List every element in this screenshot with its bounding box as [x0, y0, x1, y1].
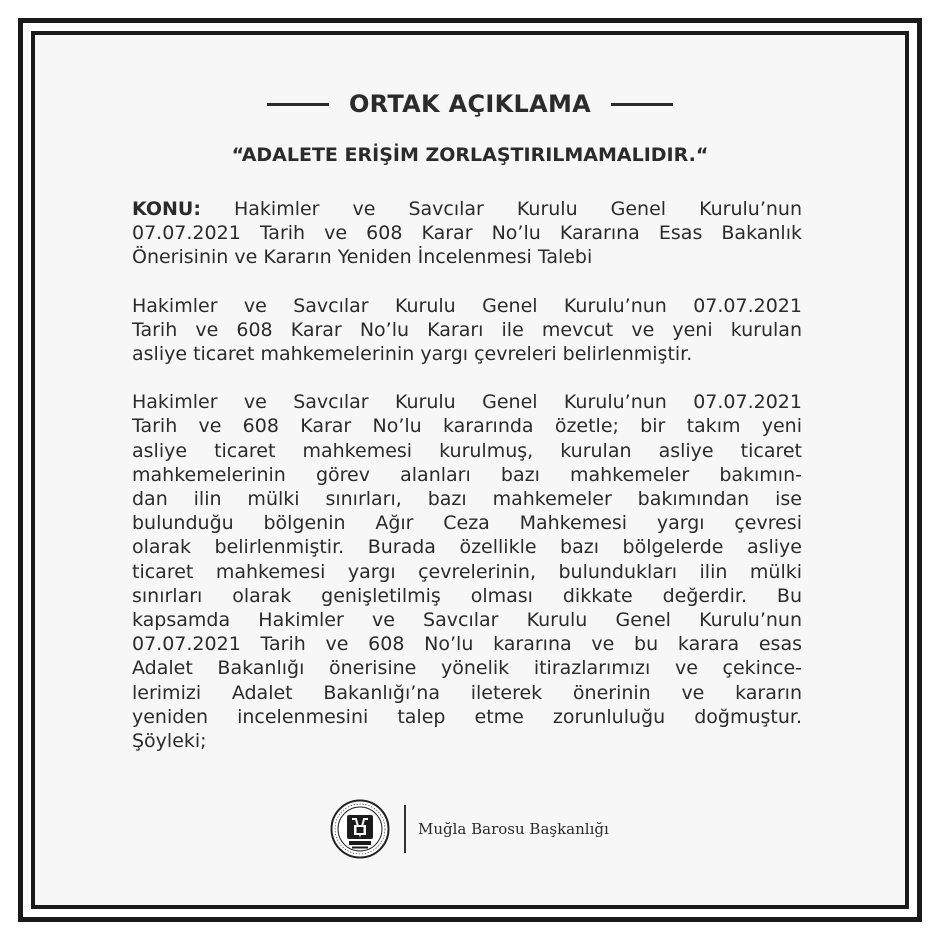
paragraph-line: Hakimler ve Savcılar Kurulu Genel Kurulu’nun 07.07.2021 [132, 391, 802, 414]
topic-line: Önerisinin ve Kararın Yeniden İncelenmesi Talebi [132, 246, 593, 269]
organization-name: Muğla Barosu Başkanlığı [418, 820, 609, 838]
paragraph-line: sınırları olarak genişletilmiş olması dikkate değerdir. Bu [132, 584, 802, 607]
paragraph-line: ticaret mahkemesi yargı çevrelerinin, bulundukları ilin mülki [132, 560, 802, 583]
header-rule-right [611, 103, 673, 106]
paragraph-line: Adalet Bakanlığı önerisine yönelik itirazlarımızı ve çekince- [132, 657, 802, 680]
paragraph-1 [132, 294, 802, 367]
footer [330, 797, 609, 861]
topic-text: Hakimler ve Savcılar Kurulu Genel Kurulu’nun [233, 198, 802, 220]
page-subtitle: “ADALETE ERİŞİM ZORLAŞTIRILMAMALIDIR.“ [231, 144, 709, 166]
paragraph-line: kapsamda Hakimler ve Savcılar Kurulu Genel Kurulu’nun [132, 609, 802, 632]
header [0, 86, 940, 122]
header-rule-left [267, 103, 329, 106]
statement-body [132, 197, 802, 753]
paragraph-line: olarak belirlenmiştir. Burada özellikle bazı bölgelerde asliye [132, 536, 802, 559]
paragraph-line: 07.07.2021 Tarih ve 608 No’lu kararına ve bu karara esas [132, 633, 802, 656]
paragraph-line: dan ilin mülki sınırları, bazı mahkemeler bakımından ise [132, 488, 802, 511]
topic-label: KONU: [132, 198, 201, 220]
paragraph-line: mahkemelerinin görev alanları bazı mahkemeler bakımın- [132, 463, 802, 486]
bar-association-seal-icon [330, 799, 390, 859]
paragraph-line: Tarih ve 608 Karar No’lu Kararı ile mevcut ve yeni kurulan [132, 318, 802, 341]
topic-paragraph [132, 197, 802, 270]
paragraph-line: asliye ticaret mahkemelerinin yargı çevreleri belirlenmiştir. [132, 343, 693, 366]
paragraph-line: asliye ticaret mahkemesi kurulmuş, kurulan asliye ticaret [132, 439, 802, 462]
paragraph-line: bulunduğu bölgenin Ağır Ceza Mahkemesi yargı çevresi [132, 512, 802, 535]
topic-line: 07.07.2021 Tarih ve 608 Karar No’lu Kararına Esas Bakanlık [132, 222, 802, 245]
topic-line [132, 197, 802, 221]
page-title: ORTAK AÇIKLAMA [348, 90, 592, 118]
paragraph-line: Hakimler ve Savcılar Kurulu Genel Kurulu’nun 07.07.2021 [132, 294, 802, 317]
paragraph-2 [132, 390, 802, 753]
paragraph-line: Şöyleki; [132, 730, 207, 753]
paragraph-line: lerimizi Adalet Bakanlığı’na ileterek önerinin ve kararın [132, 681, 802, 704]
footer-divider [404, 805, 406, 853]
paragraph-line: Tarih ve 608 Karar No’lu kararında özetle; bir takım yeni [132, 415, 802, 438]
paragraph-line: yeniden incelenmesini talep etme zorunluluğu doğmuştur. [132, 705, 802, 728]
